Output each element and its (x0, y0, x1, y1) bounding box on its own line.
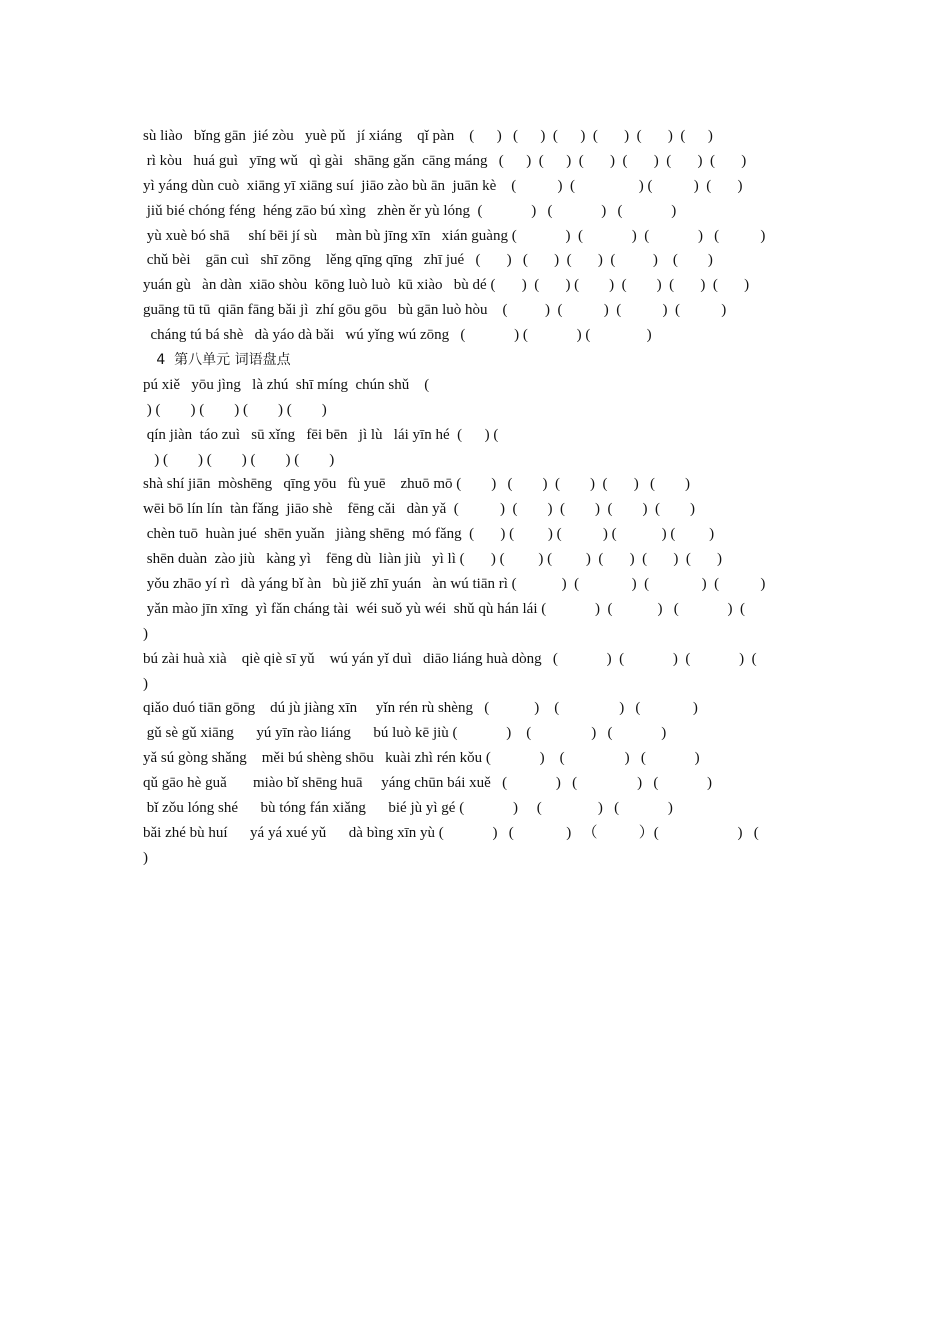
pinyin-line: yǎn mào jīn xīng yì fǎn cháng tài wéi suǒ yù wéi shǔ qù hán lái ( ) ( ) ( ) ( (143, 600, 745, 617)
pinyin-line: jiǔ bié chóng féng héng zāo bú xìng zhèn ěr yù lóng ( ) ( ) ( ) (143, 202, 677, 219)
pinyin-line: bǐ zǒu lóng shé bù tóng fán xiǎng bié jù yì gé ( ) ( ) ( ) (143, 800, 673, 817)
pinyin-line: gǔ sè gǔ xiāng yú yīn rào liáng bú luò kē jiù ( ) ( ) ( ) (143, 725, 667, 742)
pinyin-line: yì yáng dùn cuò xiāng yī xiāng suí jiāo zào bù ān juān kè ( ) ( ) ( ) ( ) (143, 177, 743, 194)
pinyin-line: shēn duàn zào jiù kàng yì fēng dù liàn jiù yì lì ( ) ( ) ( ) ( ) ( ) ( ) (143, 551, 723, 568)
pinyin-line: yǒu zhāo yí rì dà yáng bǐ àn bù jiě zhī yuán àn wú tiān rì ( ) ( ) ( ) ( ) (143, 576, 766, 593)
pinyin-line: bǎi zhé bù huí yá yá xué yǔ dà bìng xīn yù ( ) ( ) （ ）( ) ( (143, 824, 759, 841)
pinyin-line: ) ( ) ( ) ( ) ( ) (143, 401, 327, 418)
pinyin-line: pú xiě yōu jìng là zhú shī míng chún shǔ ( (143, 376, 430, 393)
pinyin-line: ) (143, 675, 148, 692)
pinyin-line: sù liào bǐng gān jié zòu yuè pǔ jí xiáng qǐ pàn ( ) ( ) ( ) ( ) ( ) ( ) (143, 128, 713, 144)
pinyin-line: qín jiàn táo zuì sū xǐng fēi bēn jì lù lái yīn hé ( ) ( (143, 426, 499, 443)
pinyin-line: chǔ bèi gān cuì shī zōng lěng qīng qīng zhī jué ( ) ( ) ( ) ( ) ( ) (143, 252, 713, 269)
pinyin-line: qǔ gāo hè guǎ miào bǐ shēng huā yáng chūn bái xuě ( ) ( ) ( ) (143, 775, 713, 792)
pinyin-line: chèn tuō huàn jué shēn yuǎn jiàng shēng mó fǎng ( ) ( ) ( ) ( ) ( ) (143, 526, 715, 543)
pinyin-line: bú zài huà xià qiè qiè sī yǔ wú yán yǐ duì diāo liáng huà dòng ( ) ( ) ( ) ( (143, 650, 757, 667)
pinyin-line: yuán gù àn dàn xiāo shòu kōng luò luò kū xiào bù dé ( ) ( ) ( ) ( ) ( ) ( ) (143, 277, 750, 294)
pinyin-line: ) (143, 849, 148, 866)
pinyin-line: yù xuè bó shā shí bēi jí sù màn bù jīng xīn xián guàng ( ) ( ) ( ) ( ) (143, 227, 766, 244)
pinyin-line: wēi bō lín lín tàn fǎng jiāo shè fēng cǎi dàn yǎ ( ) ( ) ( ) ( ) ( ) (143, 501, 695, 518)
pinyin-line: rì kòu huá guì yīng wǔ qì gài shāng gǎn cāng máng ( ) ( ) ( ) ( ) ( ) ( ) (143, 152, 747, 169)
pinyin-line: shà shí jiān mòshēng qīng yōu fù yuē zhuō mō ( ) ( ) ( ) ( ) ( ) (143, 476, 691, 493)
pinyin-line: qiǎo duó tiān gōng dú jù jiàng xīn yǐn rén rù shèng ( ) ( ) ( ) (143, 700, 698, 717)
section-heading: 4 第八单元 词语盘点 (143, 352, 291, 369)
pinyin-line: yǎ sú gòng shǎng měi bú shèng shōu kuài zhì rén kǒu ( ) ( ) ( ) (143, 750, 700, 767)
pinyin-line: cháng tú bá shè dà yáo dà bǎi wú yǐng wú zōng ( ) ( ) ( ) (143, 327, 652, 344)
pinyin-line: ) (143, 625, 148, 642)
pinyin-line: ) ( ) ( ) ( ) ( ) (143, 451, 335, 468)
exercise-sheet (143, 124, 813, 871)
pinyin-line: guāng tū tū qiān fāng bǎi jì zhí gōu gōu bù gān luò hòu ( ) ( ) ( ) ( ) (143, 302, 727, 319)
